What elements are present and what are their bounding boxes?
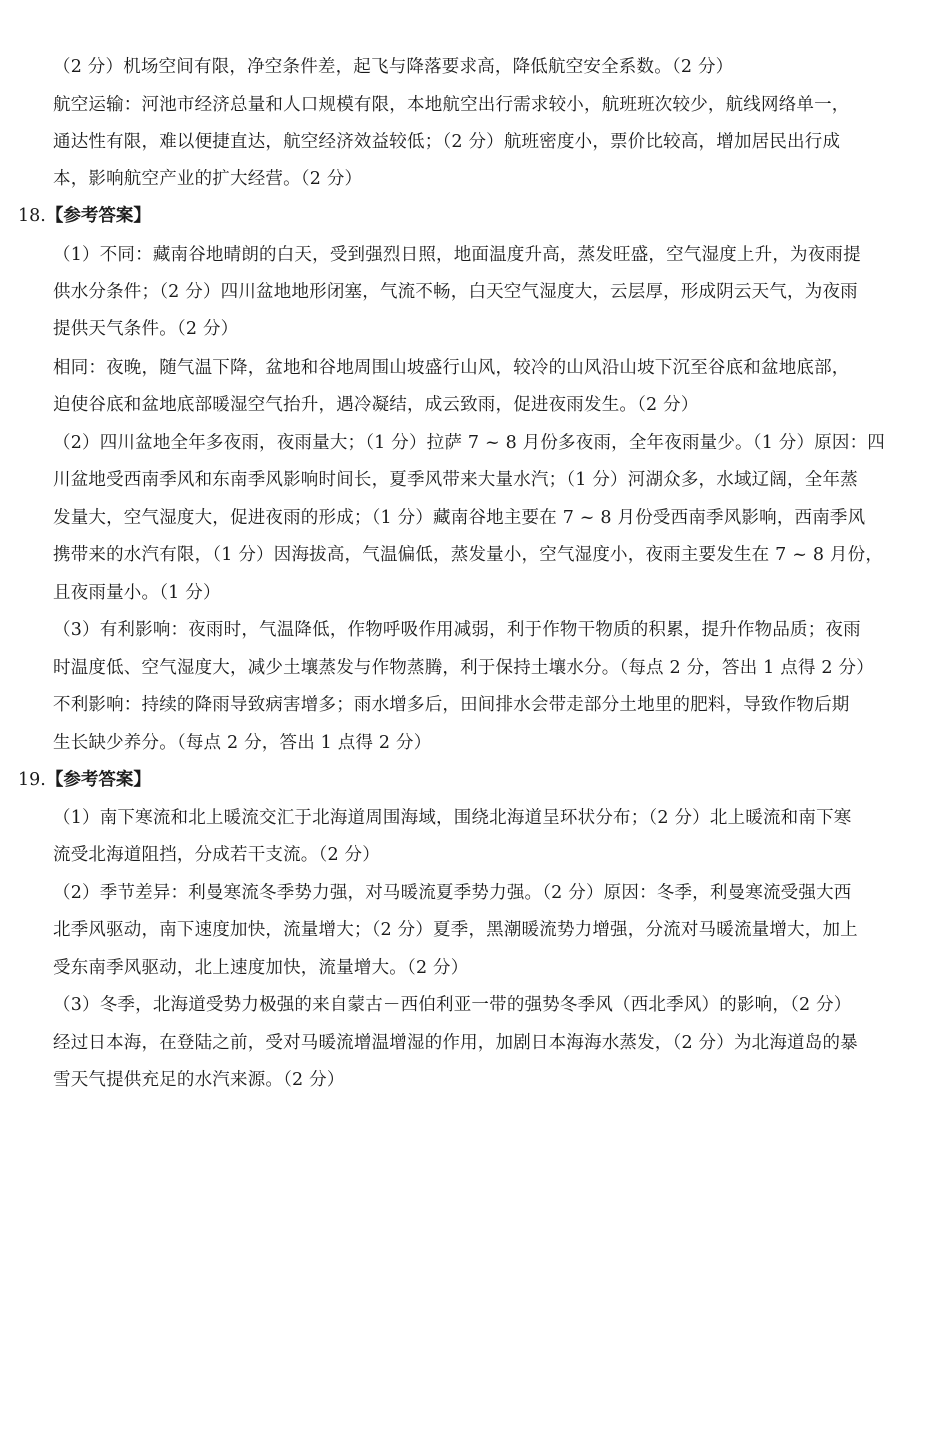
text-line: （2 分）机场空间有限，净空条件差，起飞与降落要求高，降低航空安全系数。（2 分） <box>53 57 734 77</box>
text-line: 供水分条件；（2 分）四川盆地地形闭塞，气流不畅，白天空气湿度大，云层厚，形成阴云天气，为夜雨 <box>53 282 858 302</box>
text-line: 发量大，空气湿度大，促进夜雨的形成；（1 分）藏南谷地主要在 7 ~ 8 月份受西南季风影响，西南季风 <box>53 508 866 528</box>
question-title: 【参考答案】 <box>45 770 151 790</box>
question-number: 19. <box>18 770 46 790</box>
text-line: 航空运输：河池市经济总量和人口规模有限，本地航空出行需求较小，航班班次较少，航线网络单一， <box>53 95 850 115</box>
text-line: 不利影响：持续的降雨导致病害增多；雨水增多后，田间排水会带走部分土地里的肥料，导致作物后期 <box>53 695 850 715</box>
text-line: （3）有利影响：夜雨时，气温降低，作物呼吸作用减弱，利于作物干物质的积累，提升作物品质；夜雨 <box>53 620 861 640</box>
text-line: （1）不同：藏南谷地晴朗的白天，受到强烈日照，地面温度升高，蒸发旺盛，空气湿度上升，为夜雨提 <box>53 245 861 265</box>
text-line: （2）季节差异：利曼寒流冬季势力强，对马暖流夏季势力强。（2 分）原因：冬季，利曼寒流受强大西 <box>53 883 852 903</box>
text-line: 通达性有限，难以便捷直达，航空经济效益较低；（2 分）航班密度小，票价比较高，增加居民出行成 <box>53 132 841 152</box>
text-line: （3）冬季，北海道受势力极强的来自蒙古－西伯利亚一带的强势冬季风（西北季风）的影响，（2 分） <box>53 995 852 1015</box>
text-line: 提供天气条件。（2 分） <box>53 319 239 339</box>
text-line: 本，影响航空产业的扩大经营。（2 分） <box>53 169 363 189</box>
text-line: 经过日本海，在登陆之前，受对马暖流增温增湿的作用，加剧日本海海水蒸发，（2 分）为北海道岛的暴 <box>53 1033 858 1053</box>
text-line: 流受北海道阻挡，分成若干支流。（2 分） <box>53 845 380 865</box>
text-line: 北季风驱动，南下速度加快，流量增大；（2 分）夏季，黑潮暖流势力增强，分流对马暖流量增大，加上 <box>53 920 858 940</box>
question-title: 【参考答案】 <box>45 206 151 226</box>
question-19-heading <box>18 761 151 799</box>
text-line: 相同：夜晚，随气温下降，盆地和谷地周围山坡盛行山风，较冷的山风沿山坡下沉至谷底和盆地底部， <box>53 358 850 378</box>
text-line: （1）南下寒流和北上暖流交汇于北海道周围海域，围绕北海道呈环状分布；（2 分）北上暖流和南下寒 <box>53 808 852 828</box>
text-line: （2）四川盆地全年多夜雨，夜雨量大；（1 分）拉萨 7 ~ 8 月份多夜雨，全年夜雨量少。（1 分）原因：四 <box>53 433 886 453</box>
text-line: 受东南季风驱动，北上速度加快，流量增大。（2 分） <box>53 958 469 978</box>
question-number: 18. <box>18 206 46 226</box>
text-line: 生长缺少养分。（每点 2 分，答出 1 点得 2 分） <box>53 733 432 753</box>
text-line: 迫使谷底和盆地底部暖湿空气抬升，遇冷凝结，成云致雨，促进夜雨发生。（2 分） <box>53 395 699 415</box>
question-18-heading <box>18 197 151 235</box>
text-line: 川盆地受西南季风和东南季风影响时间长，夏季风带来大量水汽；（1 分）河湖众多，水域辽阔，全年蒸 <box>53 470 858 490</box>
text-line: 雪天气提供充足的水汽来源。（2 分） <box>53 1070 345 1090</box>
text-line: 且夜雨量小。（1 分） <box>53 583 221 603</box>
text-line: 携带来的水汽有限，（1 分）因海拔高，气温偏低，蒸发量小，空气湿度小，夜雨主要发生在 7 ~ 8 月份， <box>53 545 884 565</box>
text-line: 时温度低、空气湿度大，减少土壤蒸发与作物蒸腾，利于保持土壤水分。（每点 2 分，答出 1 点得 2 分） <box>53 658 874 678</box>
